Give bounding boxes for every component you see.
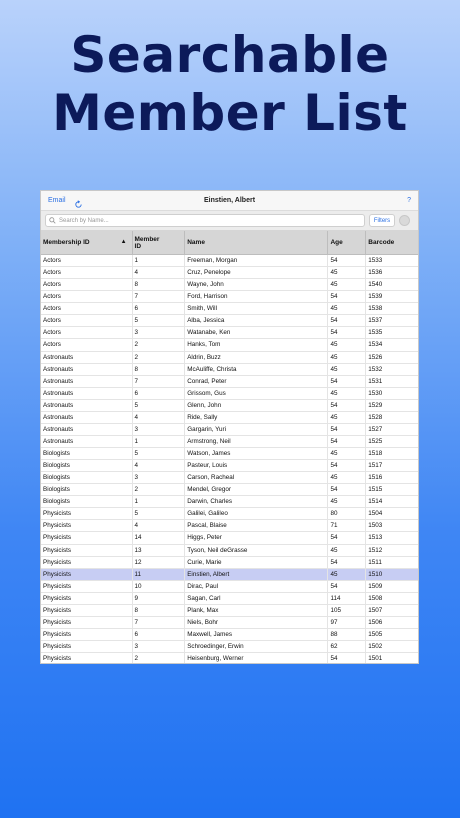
cell-group: Astronauts [41,388,133,399]
table-row[interactable] [41,255,418,267]
cell-barcode: 1538 [368,305,383,313]
cell-barcode: 1504 [368,510,383,518]
cell-age: 45 [328,472,366,483]
cell-age: 45 [328,303,366,314]
cell-name: Heisenburg, Werner [185,653,328,664]
table-row[interactable] [41,617,418,629]
cell-id: 1 [133,436,186,447]
cell-barcode: 1529 [368,401,383,409]
cell-barcode: 1525 [368,437,383,445]
cell-group: Physicists [41,532,133,543]
cell-group: Actors [41,303,133,314]
cell-group: Actors [41,255,133,266]
cell-name: Pascal, Blaise [185,520,328,531]
cell-id: 5 [133,448,186,459]
column-header-barcode[interactable]: Barcode [368,239,395,246]
table-row[interactable] [41,641,418,653]
cell-name: Maxwell, James [185,629,328,640]
cell-age: 71 [328,520,366,531]
cell-age: 45 [328,352,366,363]
help-button[interactable]: ? [407,197,411,204]
cell-age: 54 [328,460,366,471]
cell-id: 4 [133,520,186,531]
cell-id: 5 [133,400,186,411]
cell-id: 2 [133,352,186,363]
cell-age: 62 [328,641,366,652]
cell-group: Astronauts [41,364,133,375]
cell-name: Schroedinger, Erwin [185,641,328,652]
cell-barcode: 1531 [368,377,383,385]
cell-age: 54 [328,581,366,592]
table-row[interactable] [41,291,418,303]
cell-id: 10 [133,581,186,592]
table-row[interactable] [41,545,418,557]
cell-barcode: 1528 [368,413,383,421]
table-row[interactable] [41,569,418,581]
cell-id: 1 [133,255,186,266]
cell-barcode: 1509 [368,582,383,590]
table-row[interactable] [41,352,418,364]
cell-barcode: 1515 [368,486,383,494]
cell-age: 45 [328,279,366,290]
cell-age: 54 [328,400,366,411]
cell-barcode: 1517 [368,462,383,470]
cell-group: Physicists [41,545,133,556]
table-row[interactable] [41,400,418,412]
cell-age: 54 [328,255,366,266]
table-row[interactable] [41,267,418,279]
cell-group: Biologists [41,460,133,471]
cell-name: Aldrin, Buzz [185,352,328,363]
cell-barcode: 1534 [368,341,383,349]
cell-group: Actors [41,279,133,290]
cell-id: 2 [133,653,186,664]
cell-id: 8 [133,279,186,290]
table-row[interactable] [41,532,418,544]
cell-age: 45 [328,267,366,278]
cell-age: 88 [328,629,366,640]
search-input[interactable] [45,214,365,227]
cell-name: McAuliffe, Christa [185,364,328,375]
table-row[interactable] [41,472,418,484]
cell-barcode: 1510 [368,570,383,578]
cell-age: 54 [328,557,366,568]
cell-name: Smith, Will [185,303,328,314]
cell-id: 3 [133,424,186,435]
table-row[interactable] [41,448,418,460]
table-row[interactable] [41,593,418,605]
table-row[interactable] [41,364,418,376]
cell-barcode: 1516 [368,474,383,482]
cell-barcode: 1514 [368,498,383,506]
cell-name: Hanks, Tom [185,339,328,350]
cell-id: 3 [133,472,186,483]
column-header-member-id[interactable]: Member ID [133,231,186,254]
cell-group: Biologists [41,496,133,507]
filter-toggle[interactable] [399,215,410,226]
cell-age: 54 [328,376,366,387]
cell-group: Astronauts [41,436,133,447]
cell-barcode: 1507 [368,606,383,614]
cell-age: 45 [328,448,366,459]
cell-name: Watanabe, Ken [185,327,328,338]
cell-age: 105 [328,605,366,616]
cell-id: 5 [133,315,186,326]
cell-age: 45 [328,412,366,423]
cell-name: Higgs, Peter [185,532,328,543]
table-row[interactable] [41,279,418,291]
column-header-membership-id[interactable]: Membership ID ▲ [41,231,133,254]
search-placeholder: Search by Name... [59,217,109,224]
cell-group: Physicists [41,569,133,580]
cell-name: Cruz, Penelope [185,267,328,278]
table-row[interactable] [41,339,418,351]
cell-barcode: 1540 [368,281,383,289]
cell-id: 6 [133,303,186,314]
cell-group: Actors [41,339,133,350]
cell-group: Actors [41,267,133,278]
cell-id: 4 [133,412,186,423]
search-icon [49,217,56,224]
cell-name: Niels, Bohr [185,617,328,628]
search-bar [41,211,418,231]
cell-name: Wayne, John [185,279,328,290]
cell-id: 12 [133,557,186,568]
table-row[interactable] [41,520,418,532]
cell-id: 6 [133,629,186,640]
cell-name: Armstrong, Neil [185,436,328,447]
cell-name: Conrad, Peter [185,376,328,387]
cell-group: Actors [41,327,133,338]
table-body [41,255,418,664]
cell-age: 54 [328,436,366,447]
table-row[interactable] [41,327,418,339]
table-row[interactable] [41,315,418,327]
cell-barcode: 1502 [368,643,383,651]
table-header [41,231,418,255]
column-header-age[interactable]: Age [328,231,366,254]
cell-age: 54 [328,315,366,326]
cell-name: Carson, Racheal [185,472,328,483]
table-row[interactable] [41,581,418,593]
cell-age: 97 [328,617,366,628]
table-row[interactable] [41,424,418,436]
table-row[interactable] [41,629,418,641]
cell-group: Physicists [41,593,133,604]
cell-group: Physicists [41,508,133,519]
cell-age: 54 [328,484,366,495]
cell-barcode: 1506 [368,618,383,626]
cell-group: Physicists [41,617,133,628]
cell-name: Freeman, Morgan [185,255,328,266]
cell-group: Astronauts [41,400,133,411]
cell-barcode: 1513 [368,534,383,542]
filters-button[interactable]: Filters [369,214,395,227]
cell-name: Glenn, John [185,400,328,411]
cell-group: Physicists [41,520,133,531]
cell-id: 11 [133,569,186,580]
cell-barcode: 1537 [368,317,383,325]
cell-group: Biologists [41,472,133,483]
cell-name: Pasteur, Louis [185,460,328,471]
hero-line-2: Member List [52,84,408,142]
cell-name: Curie, Marie [185,557,328,568]
top-bar [41,191,418,211]
cell-age: 54 [328,291,366,302]
selected-member-title: Einstien, Albert [203,197,256,204]
cell-name: Tyson, Neil deGrasse [185,545,328,556]
cell-id: 7 [133,291,186,302]
cell-name: Einstien, Albert [185,569,328,580]
cell-barcode: 1535 [368,329,383,337]
cell-id: 8 [133,364,186,375]
cell-name: Plank, Max [185,605,328,616]
cell-barcode: 1532 [368,365,383,373]
cell-age: 54 [328,532,366,543]
cell-age: 54 [328,653,366,664]
hero-line-1: Searchable [70,26,390,84]
cell-barcode: 1526 [368,353,383,361]
email-button[interactable]: Email [48,197,66,204]
cell-age: 45 [328,364,366,375]
cell-id: 4 [133,267,186,278]
cell-id: 9 [133,593,186,604]
cell-age: 45 [328,569,366,580]
cell-id: 3 [133,641,186,652]
table-row[interactable] [41,388,418,400]
cell-age: 45 [328,388,366,399]
cell-barcode: 1533 [368,257,383,265]
cell-group: Physicists [41,653,133,664]
cell-group: Actors [41,315,133,326]
cell-id: 8 [133,605,186,616]
cell-age: 45 [328,545,366,556]
table-row[interactable] [41,460,418,472]
member-list-panel [40,190,419,664]
cell-id: 5 [133,508,186,519]
cell-id: 2 [133,339,186,350]
cell-barcode: 1508 [368,594,383,602]
cell-group: Astronauts [41,352,133,363]
table-row[interactable] [41,605,418,617]
cell-name: Darwin, Charles [185,496,328,507]
cell-group: Astronauts [41,376,133,387]
table-row[interactable] [41,376,418,388]
table-row[interactable] [41,484,418,496]
cell-barcode: 1539 [368,293,383,301]
cell-barcode: 1536 [368,269,383,277]
cell-id: 7 [133,617,186,628]
cell-group: Astronauts [41,424,133,435]
cell-id: 1 [133,496,186,507]
hero-title [0,26,460,142]
cell-name: Dirac, Paul [185,581,328,592]
cell-group: Biologists [41,484,133,495]
table-row[interactable] [41,653,418,664]
cell-barcode: 1503 [368,522,383,530]
cell-age: 45 [328,496,366,507]
table-row[interactable] [41,436,418,448]
cell-barcode: 1530 [368,389,383,397]
table-row[interactable] [41,496,418,508]
cell-group: Actors [41,291,133,302]
cell-group: Biologists [41,448,133,459]
refresh-icon[interactable] [74,196,83,205]
cell-name: Mendel, Gregor [185,484,328,495]
cell-barcode: 1501 [368,655,383,663]
cell-name: Watson, James [185,448,328,459]
cell-barcode: 1527 [368,425,383,433]
cell-barcode: 1511 [368,558,382,566]
column-header-name[interactable]: Name [185,231,328,254]
cell-barcode: 1518 [368,450,383,458]
cell-group: Physicists [41,605,133,616]
cell-name: Ford, Harrison [185,291,328,302]
cell-id: 13 [133,545,186,556]
cell-name: Ride, Sally [185,412,328,423]
cell-barcode: 1505 [368,630,383,638]
cell-age: 114 [328,593,366,604]
cell-age: 45 [328,339,366,350]
cell-name: Sagan, Carl [185,593,328,604]
cell-group: Physicists [41,641,133,652]
cell-group: Physicists [41,629,133,640]
cell-age: 54 [328,424,366,435]
cell-age: 54 [328,327,366,338]
cell-id: 4 [133,460,186,471]
cell-group: Astronauts [41,412,133,423]
cell-id: 3 [133,327,186,338]
table-row[interactable] [41,508,418,520]
cell-age: 80 [328,508,366,519]
cell-group: Physicists [41,557,133,568]
sort-ascending-icon: ▲ [120,239,127,245]
cell-name: Galilei, Galileo [185,508,328,519]
table-row[interactable] [41,412,418,424]
cell-name: Gargarin, Yuri [185,424,328,435]
cell-id: 2 [133,484,186,495]
cell-id: 7 [133,376,186,387]
cell-id: 14 [133,532,186,543]
cell-group: Physicists [41,581,133,592]
cell-id: 6 [133,388,186,399]
table-row[interactable] [41,557,418,569]
table-row[interactable] [41,303,418,315]
cell-name: Grissom, Gus [185,388,328,399]
cell-barcode: 1512 [368,546,383,554]
cell-name: Alba, Jessica [185,315,328,326]
